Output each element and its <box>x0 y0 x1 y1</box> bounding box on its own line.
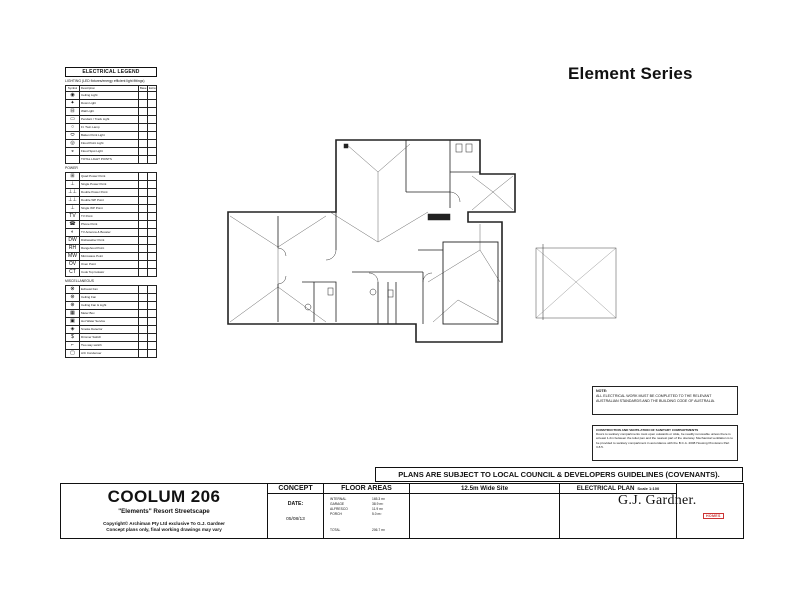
power-row <box>66 189 157 197</box>
power-table <box>65 172 157 277</box>
legend-symbol-icon: ⊥⊥ <box>66 189 80 197</box>
legend-extra-qty <box>148 294 157 302</box>
ventilation-note-text: Doors to sanitary compartments must open outwards or slide, be readily removable unless there is at least 1.2m between the toilet pan and the nearest part of the doorway. Mechanical ventilation is to be provided to sanitary compartment in accordance with the B.C.A. 2008 Housing Provisions Part 3.8.5. <box>596 432 734 449</box>
lighting-row <box>66 100 157 108</box>
area-row-porch: PORCH 5.0 m² <box>330 512 382 516</box>
power-row <box>66 197 157 205</box>
garage <box>443 242 498 324</box>
legend-symbol-icon: ☎ <box>66 221 80 229</box>
legend-description: Ceiling Fan & Light <box>80 302 139 310</box>
legend-symbol-icon: ◎ <box>66 140 80 148</box>
legend-extra-qty <box>148 245 157 253</box>
legend-symbol-icon: ⊥⊥ <box>66 197 80 205</box>
legend-base-qty <box>139 237 148 245</box>
legend-description: Dimmer Switch <box>80 334 139 342</box>
legend-symbol-icon: ◈ <box>66 326 80 334</box>
legend-base-qty <box>139 350 148 358</box>
copyright-line: Copyright© Archiman Pty Ltd exclusive To G.J. Gardner <box>103 521 225 526</box>
legend-base-qty <box>139 269 148 277</box>
legend-symbol-icon: ▦ <box>66 310 80 318</box>
legend-symbol-icon: MW <box>66 253 80 261</box>
legend-description: Exhaust Fan <box>80 286 139 294</box>
legend-base-qty <box>139 213 148 221</box>
legend-description: Single Power Point <box>80 181 139 189</box>
floor-plan-drawing <box>218 132 618 352</box>
concept-cell <box>268 484 324 538</box>
legend-extra-qty <box>148 302 157 310</box>
legend-symbol-icon: ⬭ <box>66 132 80 140</box>
legend-extra-qty <box>148 156 157 164</box>
legend-description: Pendant / Track Light <box>80 116 139 124</box>
legend-description: Smoke Detector <box>80 326 139 334</box>
legend-base-qty <box>139 148 148 156</box>
legend-description: Dishwasher Point <box>80 237 139 245</box>
legend-extra-qty <box>148 173 157 181</box>
legend-symbol-icon: ⊥ <box>66 205 80 213</box>
misc-row <box>66 350 157 358</box>
legend-description: Phone Point <box>80 221 139 229</box>
legend-symbol-icon: ⊛ <box>66 294 80 302</box>
area-row-garage: GARAGE 38.9 m² <box>330 502 384 506</box>
plan-title-cell <box>61 484 268 538</box>
legend-base-qty <box>139 116 148 124</box>
legend-description: Rangehood Point <box>80 245 139 253</box>
legend-base-qty <box>139 108 148 116</box>
legend-base-qty <box>139 181 148 189</box>
legend-description: Meter Box <box>80 310 139 318</box>
power-row <box>66 269 157 277</box>
legend-symbol-icon: TV <box>66 213 80 221</box>
legend-base-qty <box>139 310 148 318</box>
legend-base-qty <box>139 245 148 253</box>
legend-description: Quad Power Point <box>80 173 139 181</box>
electrical-plan-label: ELECTRICAL PLAN <box>576 485 635 492</box>
legend-extra-qty <box>148 221 157 229</box>
legend-description: Single WP Point <box>80 205 139 213</box>
ventilation-note-label: CONSTRUCTION AND VENTILATION OF SANITARY COMPARTMENTS <box>596 428 699 432</box>
electrical-legend <box>65 67 157 358</box>
legend-base-qty <box>139 342 148 350</box>
legend-description: Cook Top Isolator <box>80 269 139 277</box>
legend-symbol-icon: ⊗ <box>66 286 80 294</box>
legend-description: A/C Condenser <box>80 350 139 358</box>
lighting-row <box>66 148 157 156</box>
misc-row <box>66 302 157 310</box>
legend-symbol-icon: ⊥ <box>66 181 80 189</box>
lighting-row <box>66 92 157 100</box>
legend-title: ELECTRICAL LEGEND <box>65 67 157 77</box>
col-extra: Extra <box>149 86 156 91</box>
legend-description: Ceiling Fan <box>80 294 139 302</box>
legend-symbol-icon: ⊟ <box>66 108 80 116</box>
misc-row <box>66 286 157 294</box>
legend-description: Down Light <box>80 100 139 108</box>
legend-description: Two way switch <box>80 342 139 350</box>
lighting-row <box>66 116 157 124</box>
lighting-table <box>65 85 157 164</box>
power-row <box>66 253 157 261</box>
door-swings <box>278 192 460 284</box>
legend-extra-qty <box>148 213 157 221</box>
legend-symbol-icon: ▣ <box>66 318 80 326</box>
electrical-note-label: NOTE: <box>596 389 608 393</box>
power-row <box>66 261 157 269</box>
legend-base-qty <box>139 100 148 108</box>
roof-hips <box>230 144 513 322</box>
legend-symbol-icon: OV <box>66 261 80 269</box>
area-row-total: TOTAL 206.7 m² <box>330 528 386 532</box>
legend-extra-qty <box>148 310 157 318</box>
floor-areas-cell <box>324 484 410 538</box>
lighting-row <box>66 140 157 148</box>
legend-base-qty <box>139 229 148 237</box>
legend-extra-qty <box>148 100 157 108</box>
legend-extra-qty <box>148 92 157 100</box>
power-row <box>66 237 157 245</box>
date-value: 05/08/13 <box>286 517 305 522</box>
area-row-alfresco: ALFRESCO 11.9 m² <box>330 507 383 511</box>
lighting-row <box>66 124 157 132</box>
legend-extra-qty <box>148 326 157 334</box>
logo-homes-badge: HOMES <box>703 513 724 519</box>
legend-extra-qty <box>148 116 157 124</box>
legend-base-qty <box>139 92 148 100</box>
legend-symbol-icon: CT <box>66 269 80 277</box>
legend-symbol-icon: ◒ <box>66 148 80 156</box>
electrical-note-text: ALL ELECTRICAL WORK MUST BE COMPLETED TO THE RELEVANT AUSTRALIAN STANDARDS AND THE BUILDING CODE OF AUSTRALIA. <box>596 393 716 403</box>
power-row <box>66 181 157 189</box>
legend-description: TOTAL LIGHT POINTS <box>80 156 139 164</box>
legend-symbol-icon: $ <box>66 334 80 342</box>
lighting-row <box>66 132 157 140</box>
legend-description: Flood Spot Light <box>80 148 139 156</box>
floor-areas-label: FLOOR AREAS <box>324 484 409 494</box>
legend-extra-qty <box>148 132 157 140</box>
legend-description: Hot Water Service <box>80 318 139 326</box>
legend-description: TV Point <box>80 213 139 221</box>
legend-base-qty <box>139 253 148 261</box>
scale-label: Scale 1:100 <box>637 486 660 491</box>
site-cell <box>410 484 560 538</box>
fixtures <box>305 144 472 310</box>
interior-walls <box>278 140 480 324</box>
misc-row <box>66 318 157 326</box>
date-label: DATE: <box>287 501 304 507</box>
ventilation-note <box>592 425 738 461</box>
legend-symbol-icon: DW <box>66 237 80 245</box>
power-row <box>66 213 157 221</box>
legend-symbol-icon: ◉ <box>66 92 80 100</box>
legend-description: TV Antenna & Booster <box>80 229 139 237</box>
legend-symbol-icon: ✦ <box>66 100 80 108</box>
misc-row <box>66 326 157 334</box>
legend-extra-qty <box>148 342 157 350</box>
col-base: Base <box>140 86 147 91</box>
legend-base-qty <box>139 132 148 140</box>
legend-extra-qty <box>148 261 157 269</box>
lighting-row <box>66 156 157 164</box>
covenant-banner: PLANS ARE SUBJECT TO LOCAL COUNCIL & DEVELOPERS GUIDELINES (COVENANTS). <box>375 467 743 482</box>
legend-symbol-icon: ⌐ <box>66 342 80 350</box>
legend-symbol-icon: ◐ <box>66 229 80 237</box>
power-row <box>66 205 157 213</box>
legend-extra-qty <box>148 269 157 277</box>
concept-label: CONCEPT <box>268 484 323 494</box>
legend-base-qty <box>139 221 148 229</box>
legend-description: Flood Point Light <box>80 140 139 148</box>
disclaimer-line: Concept plans only, final working drawings may vary <box>106 526 222 532</box>
legend-base-qty <box>139 197 148 205</box>
misc-row <box>66 342 157 350</box>
misc-row <box>66 310 157 318</box>
plan-subtitle: "Elements" Resort Streetscape <box>118 508 210 515</box>
legend-base-qty <box>139 205 148 213</box>
legend-base-qty <box>139 140 148 148</box>
legend-base-qty <box>139 261 148 269</box>
legend-description: Oven Point <box>80 261 139 269</box>
legend-symbol-icon <box>66 156 80 164</box>
legend-extra-qty <box>148 124 157 132</box>
legend-extra-qty <box>148 140 157 148</box>
legend-symbol-icon: RH <box>66 245 80 253</box>
title-block <box>60 483 744 539</box>
legend-symbol-icon: ⊕ <box>66 302 80 310</box>
legend-extra-qty <box>148 318 157 326</box>
legend-base-qty <box>139 189 148 197</box>
col-symbol: Symbol <box>66 86 80 92</box>
legend-base-qty <box>139 156 148 164</box>
legend-extra-qty <box>148 286 157 294</box>
legend-extra-qty <box>148 148 157 156</box>
site-label: 12.5m Wide Site <box>410 484 559 494</box>
legend-description: Double WP Point <box>80 197 139 205</box>
electrical-note <box>592 386 738 415</box>
legend-extra-qty <box>148 229 157 237</box>
legend-base-qty <box>139 302 148 310</box>
legend-extra-qty <box>148 205 157 213</box>
legend-symbol-icon: ○ <box>66 124 80 132</box>
legend-extra-qty <box>148 189 157 197</box>
misc-heading: MISCELLANEOUS <box>65 279 94 283</box>
legend-base-qty <box>139 326 148 334</box>
misc-table <box>65 285 157 358</box>
col-description: Description <box>80 86 139 92</box>
outer-walls <box>228 140 515 342</box>
misc-row <box>66 294 157 302</box>
misc-row <box>66 334 157 342</box>
power-row <box>66 229 157 237</box>
legend-extra-qty <box>148 237 157 245</box>
lighting-heading: LIGHTING (LED fixtures/energy efficient light fittings) <box>65 79 145 83</box>
legend-base-qty <box>139 318 148 326</box>
legend-description: Wall Light <box>80 108 139 116</box>
legend-base-qty <box>139 173 148 181</box>
legend-extra-qty <box>148 181 157 189</box>
gj-gardner-logo: G.J. Gardner. <box>618 493 697 508</box>
series-title: Element Series <box>568 64 693 83</box>
legend-symbol-icon: ▢ <box>66 350 80 358</box>
legend-extra-qty <box>148 350 157 358</box>
plan-name: COOLUM 206 <box>107 487 221 506</box>
legend-extra-qty <box>148 334 157 342</box>
legend-base-qty <box>139 124 148 132</box>
legend-base-qty <box>139 294 148 302</box>
power-row <box>66 173 157 181</box>
legend-symbol-icon: ▭ <box>66 116 80 124</box>
legend-description: Ceiling Light <box>80 92 139 100</box>
legend-description: Microwave Point <box>80 253 139 261</box>
area-row-internal: INTERNAL 165.3 m² <box>330 497 386 501</box>
legend-symbol-icon: ⊞ <box>66 173 80 181</box>
power-row <box>66 245 157 253</box>
legend-description: Batten Point Light <box>80 132 139 140</box>
legend-base-qty <box>139 286 148 294</box>
legend-extra-qty <box>148 197 157 205</box>
legend-extra-qty <box>148 253 157 261</box>
legend-description: Double Power Point <box>80 189 139 197</box>
power-row <box>66 221 157 229</box>
legend-base-qty <box>139 334 148 342</box>
lighting-row <box>66 108 157 116</box>
legend-extra-qty <box>148 108 157 116</box>
power-heading: POWER <box>65 166 78 170</box>
legend-description: Fl. Twin Lamp <box>80 124 139 132</box>
